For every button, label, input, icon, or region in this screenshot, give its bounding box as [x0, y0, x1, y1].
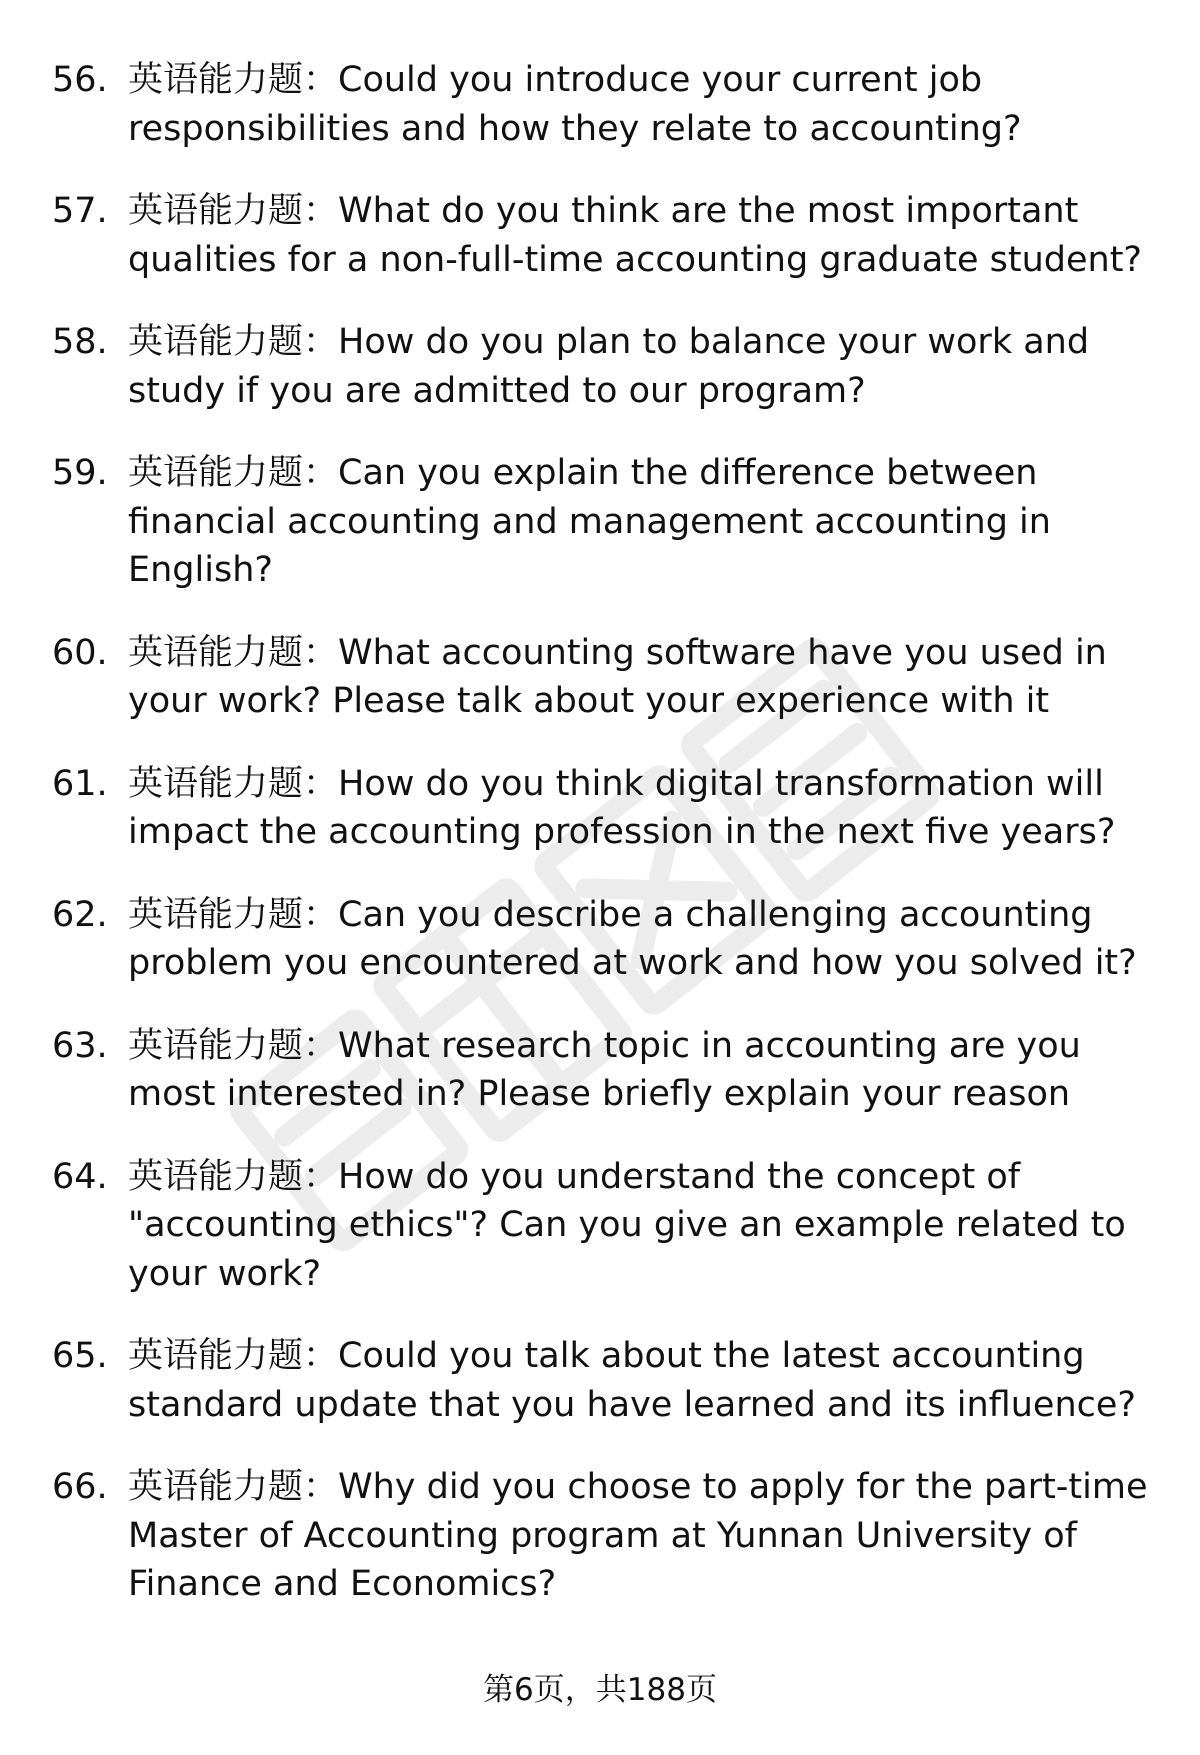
question-text: How do you plan to balance your work and study if you are admitted to our program? [128, 322, 1090, 411]
question-text: Could you introduce your current job responsibilities and how they relate to accounting? [128, 60, 1022, 149]
question-text: What do you think are the most important qualities for a non-full-time accounting graduate student? [128, 191, 1142, 280]
page-footer [0, 1670, 1200, 1710]
question-list [52, 56, 1162, 1643]
question-body [128, 449, 1162, 595]
question-body [128, 1022, 1162, 1119]
question-body [128, 891, 1162, 988]
question-number: 65. [52, 1336, 108, 1376]
question-text: Can you describe a challenging accounting problem you encountered at work and how you solved it? [128, 894, 1137, 983]
question-text: Can you explain the difference between financial accounting and management accounting in English? [128, 453, 1051, 590]
question-prefix: 英语能力题： [128, 894, 339, 935]
question-prefix: 英语能力题： [128, 453, 339, 493]
question-item [52, 318, 1162, 415]
question-body [128, 56, 1162, 153]
question-prefix: 英语能力题： [128, 1336, 339, 1376]
question-body [128, 629, 1162, 726]
question-body [128, 1332, 1162, 1429]
question-number: 66. [52, 1467, 108, 1507]
question-prefix: 英语能力题： [128, 1467, 339, 1507]
question-prefix: 英语能力题： [128, 60, 339, 100]
question-body [128, 1463, 1162, 1609]
question-text: How do you understand the concept of "accounting ethics"? Can you give an example related to your work? [128, 1156, 1126, 1294]
question-item [52, 1463, 1162, 1609]
question-item [52, 760, 1162, 857]
question-item [52, 629, 1162, 726]
question-body [128, 318, 1162, 415]
question-item [52, 187, 1162, 284]
question-prefix: 英语能力题： [128, 1025, 339, 1066]
question-body [128, 760, 1162, 857]
question-number: 60. [52, 632, 108, 673]
question-item [52, 449, 1162, 595]
question-text: Could you talk about the latest accounting standard update that you have learned and its influence? [128, 1336, 1136, 1425]
question-item [52, 891, 1162, 988]
question-number: 62. [52, 894, 108, 935]
question-text: What accounting software have you used in your work? Please talk about your experience with it [128, 632, 1107, 721]
question-number: 59. [52, 453, 108, 493]
question-item [52, 1332, 1162, 1429]
question-body [128, 1153, 1162, 1299]
question-item [52, 1022, 1162, 1119]
page-number-label: 第6页，共188页 [483, 1672, 717, 1708]
question-prefix: 英语能力题： [128, 322, 339, 362]
question-prefix: 英语能力题： [128, 1156, 339, 1197]
question-prefix: 英语能力题： [128, 632, 339, 673]
question-number: 63. [52, 1025, 108, 1066]
question-number: 57. [52, 191, 108, 231]
question-text: How do you think digital transformation will impact the accounting profession in the next five years? [128, 763, 1116, 852]
question-item [52, 1153, 1162, 1299]
question-prefix: 英语能力题： [128, 763, 339, 804]
question-number: 56. [52, 60, 108, 100]
question-number: 61. [52, 763, 108, 804]
question-item [52, 56, 1162, 153]
question-number: 64. [52, 1156, 108, 1197]
question-body [128, 187, 1162, 284]
question-text: Why did you choose to apply for the part-time Master of Accounting program at Yunnan University of Finance and Economics? [128, 1467, 1148, 1604]
question-prefix: 英语能力题： [128, 191, 339, 231]
question-text: What research topic in accounting are you most interested in? Please briefly explain your reason [128, 1025, 1081, 1114]
question-number: 58. [52, 322, 108, 362]
